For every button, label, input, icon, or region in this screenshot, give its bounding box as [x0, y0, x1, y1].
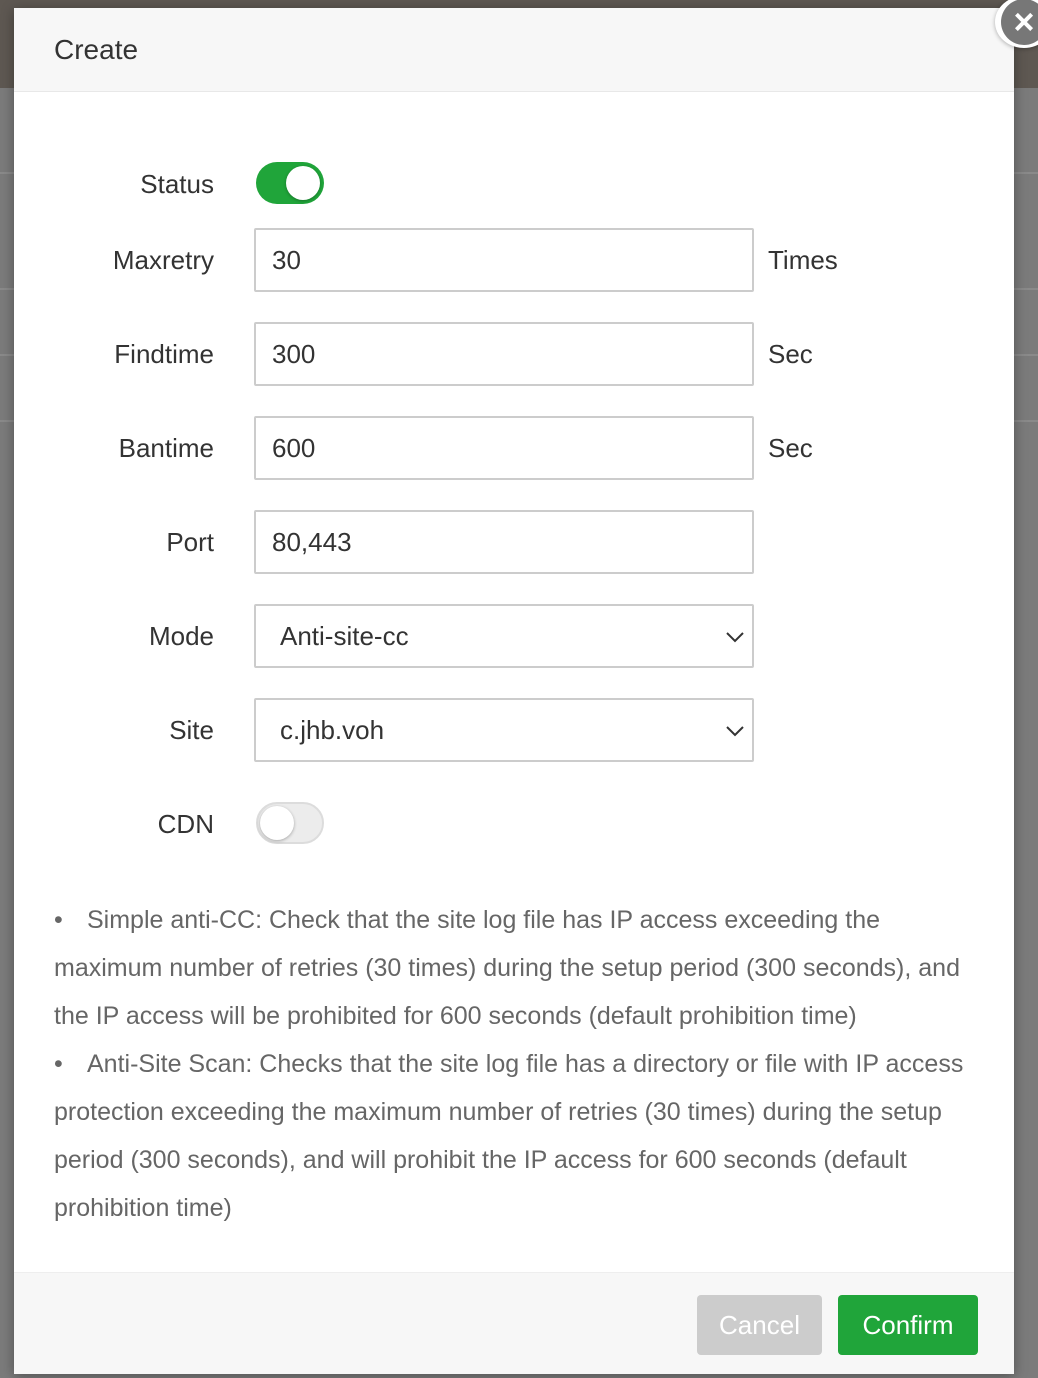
status-label: Status [140, 169, 214, 199]
cdn-toggle-knob [260, 806, 294, 840]
port-label: Port [166, 527, 214, 557]
findtime-unit: Sec [768, 339, 813, 369]
port-row [14, 510, 1014, 574]
chevron-down-icon [724, 626, 746, 648]
status-toggle[interactable] [256, 162, 324, 204]
maxretry-row [14, 228, 1014, 292]
bantime-label: Bantime [118, 433, 214, 463]
site-row [14, 698, 1014, 762]
tip-text: Anti-Site Scan: Checks that the site log file has a directory or file with IP access protection exceeding the maximum number of retries (30 times) during the setup period (300 seconds), and will prohibit the IP access for 600 seconds (default prohibition time) [54, 1050, 964, 1222]
site-label: Site [169, 715, 214, 745]
create-dialog [14, 1, 1035, 1374]
maxretry-label: Maxretry [112, 245, 214, 275]
cancel-button[interactable]: Cancel [697, 1295, 822, 1355]
bantime-input[interactable]: 600 [254, 416, 754, 480]
bantime-unit: Sec [768, 433, 813, 463]
cdn-row [14, 792, 1014, 856]
chevron-down-icon [724, 720, 746, 742]
port-input[interactable]: 80,443 [254, 510, 754, 574]
tip-text: Simple anti-CC: Check that the site log file has IP access exceeding the maximum number of retries (30 times) during the setup period (300 seconds), and the IP access will be prohibited for 600 seconds (default prohibition time) [54, 906, 960, 1030]
site-select-value: c.jhb.voh [280, 715, 385, 745]
maxretry-input[interactable]: 30 [254, 228, 754, 292]
findtime-label: Findtime [114, 339, 214, 369]
bantime-row [14, 416, 1014, 480]
maxretry-unit: Times [768, 245, 838, 275]
mode-select-value: Anti-site-cc [280, 621, 409, 651]
mode-label: Mode [148, 621, 214, 651]
tip-item [54, 896, 974, 1040]
dialog-header [14, 8, 1014, 92]
findtime-row [14, 322, 1014, 386]
help-tips [54, 896, 974, 1232]
cdn-label: CDN [157, 809, 214, 839]
site-select[interactable] [254, 698, 754, 762]
findtime-input[interactable]: 300 [254, 322, 754, 386]
confirm-button[interactable]: Confirm [838, 1295, 978, 1355]
bullet-icon: • [54, 1050, 63, 1078]
dialog-footer [14, 1272, 1014, 1374]
close-icon[interactable]: × [1001, 0, 1038, 45]
status-toggle-knob [286, 166, 320, 200]
tip-item [54, 1040, 974, 1232]
mode-select[interactable] [254, 604, 754, 668]
bullet-icon: • [54, 906, 63, 934]
status-row [14, 152, 1014, 216]
mode-row [14, 604, 1014, 668]
cdn-toggle[interactable] [256, 802, 324, 844]
dialog-title: Create [54, 33, 139, 65]
